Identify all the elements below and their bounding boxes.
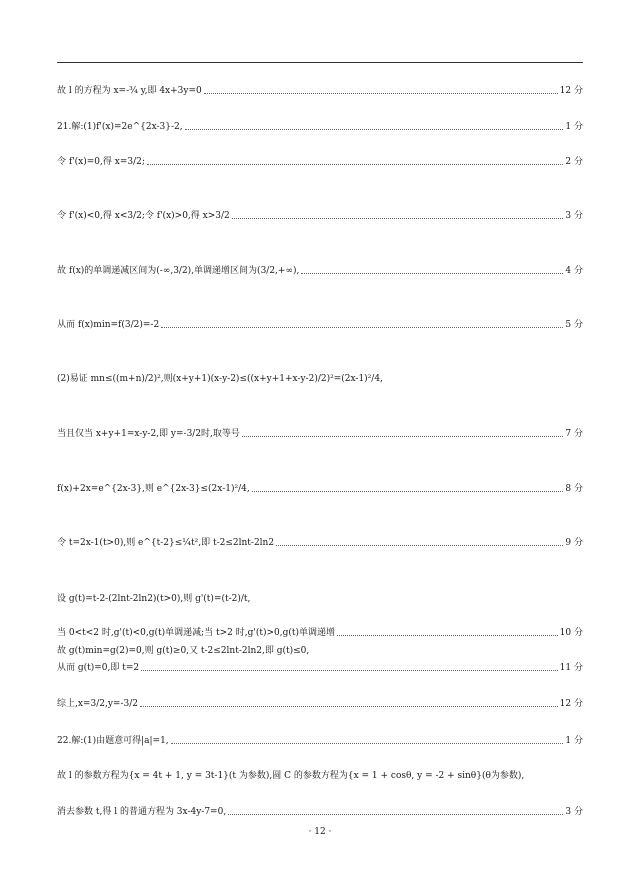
solution-line: [57, 537, 583, 549]
dot-leader: [232, 217, 564, 219]
dot-leader: [141, 669, 558, 671]
score-label: 1 分: [565, 736, 583, 746]
solution-line: [57, 662, 583, 674]
dot-leader: [337, 634, 558, 636]
solution-line: [57, 735, 583, 747]
solution-line: [57, 483, 583, 495]
solution-line: [57, 428, 583, 440]
dot-leader: [204, 92, 558, 94]
score-label: 9 分: [565, 538, 583, 548]
line-text: 从而 g(t)=0,即 t=2: [57, 663, 140, 673]
line-text: 消去参数 t,得 l 的普通方程为 3x-4y-7=0,: [57, 807, 227, 817]
dot-leader: [140, 705, 558, 707]
score-label: 1 分: [565, 122, 583, 132]
score-label: 5 分: [565, 320, 583, 330]
score-label: 12 分: [559, 86, 583, 96]
solution-line: [57, 770, 583, 782]
solution-line: [57, 156, 583, 168]
score-label: 11 分: [559, 663, 583, 673]
line-text: 故 l 的方程为 x=-¾ y,即 4x+3y=0: [57, 86, 202, 96]
score-label: 2 分: [565, 157, 583, 167]
dot-leader: [171, 742, 564, 744]
line-text: 22.解:(1)由题意可得|a|=1,: [57, 736, 169, 746]
dot-leader: [252, 490, 564, 492]
line-text: 令 f'(x)<0,得 x<3/2;令 f'(x)>0,得 x>3/2: [57, 211, 230, 221]
solution-line: [57, 698, 583, 710]
line-text: 21.解:(1)f'(x)=2e^{2x-3}-2,: [57, 122, 183, 132]
solution-line: [57, 319, 583, 331]
solution-line: [57, 85, 583, 97]
dot-leader: [185, 128, 564, 130]
dot-leader: [228, 813, 563, 815]
line-text: 设 g(t)=t-2-(2lnt-2ln2)(t>0),则 g'(t)=(t-2)/t,: [57, 594, 251, 604]
line-text: f(x)+2x=e^{2x-3},则 e^{2x-3}≤(2x-1)²/4,: [57, 484, 250, 494]
dot-leader: [276, 544, 563, 546]
solution-line: [57, 627, 583, 639]
dot-leader: [161, 326, 563, 328]
dot-leader: [147, 163, 564, 165]
line-text: 综上,x=3/2,y=-3/2: [57, 699, 138, 709]
line-text: 令 f'(x)=0,得 x=3/2;: [57, 157, 145, 167]
solution-line: [57, 210, 583, 222]
line-text: 当 0<t<2 时,g'(t)<0,g(t)单调递减;当 t>2 时,g'(t)>0,g(t)单调递增: [57, 628, 336, 638]
line-text: 故 g(t)min=g(2)=0,则 g(t)≥0,又 t-2≤2lnt-2ln2,即 g(t)≤0,: [57, 646, 310, 656]
solution-line: [57, 121, 583, 133]
line-text: 令 t=2x-1(t>0),则 e^{t-2}≤¼t²,即 t-2≤2lnt-2ln2: [57, 538, 275, 548]
solution-line: [57, 373, 583, 385]
solution-line: [57, 645, 583, 657]
header-rule: [57, 62, 583, 63]
line-text: 当且仅当 x+y+1=x-y-2,即 y=-3/2时,取等号: [57, 429, 240, 439]
line-text: (2)易证 mn≤((m+n)/2)²,则(x+y+1)(x-y-2)≤((x+y+1+x-y-2)/2)²=(2x-1)²/4,: [57, 374, 383, 384]
score-label: 12 分: [559, 699, 583, 709]
solution-line: [57, 806, 583, 818]
line-text: 从而 f(x)min=f(3/2)=-2: [57, 320, 160, 330]
line-text: 故 l 的参数方程为{x = 4t + 1, y = 3t-1}(t 为参数),圆 C 的参数方程为{x = 1 + cosθ, y = -2 + sinθ}(θ为参数),: [57, 771, 525, 781]
dot-leader: [301, 272, 563, 274]
solution-line: [57, 593, 583, 605]
score-label: 3 分: [565, 807, 583, 817]
line-text: 故 f(x)的单调递减区间为(-∞,3/2),单调递增区间为(3/2,+∞),: [57, 266, 300, 276]
score-label: 8 分: [565, 484, 583, 494]
score-label: 7 分: [565, 429, 583, 439]
score-label: 10 分: [559, 628, 583, 638]
score-label: 4 分: [565, 266, 583, 276]
page-number: · 12 ·: [308, 827, 332, 837]
score-label: 3 分: [565, 211, 583, 221]
dot-leader: [242, 435, 563, 437]
solution-line: [57, 265, 583, 277]
